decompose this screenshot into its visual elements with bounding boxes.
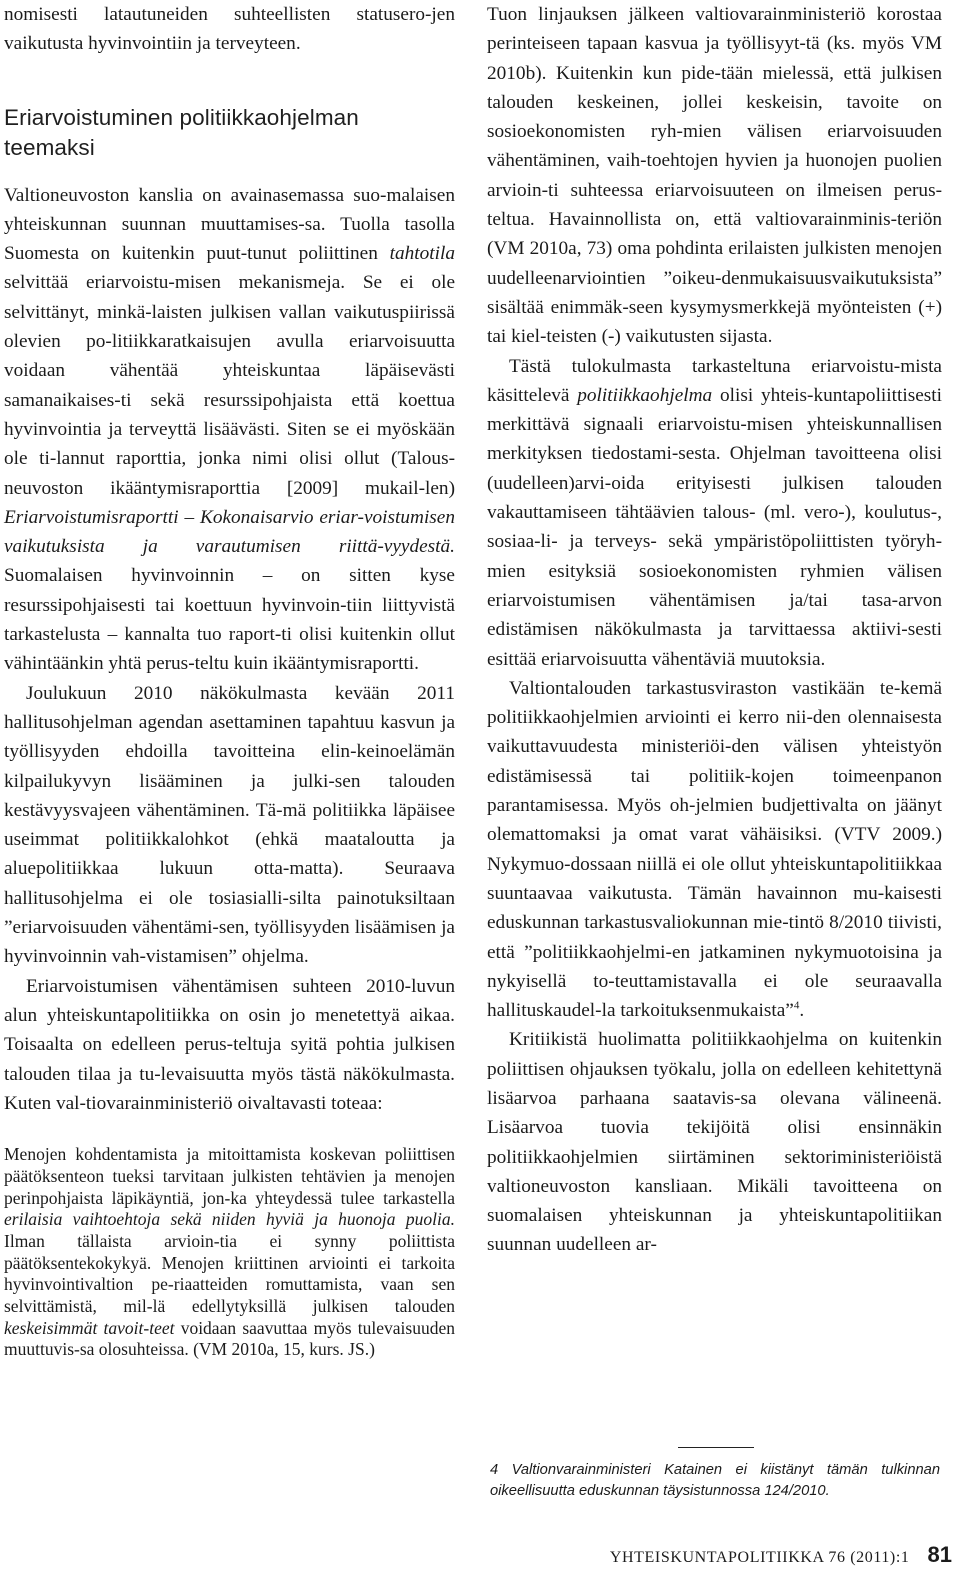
italic-run: keskeisimmät tavoit-teet <box>4 1317 175 1338</box>
left-column <box>4 0 455 1361</box>
paragraph <box>487 674 942 1026</box>
text-run: Ilman tällaista arvioin-tia ei synny poliittista päätöksentekokykyä. Menojen kriittinen arviointi ei tarkoita hyvinvointivaltion pe-riaatteiden romuttamista, vaan sen selvittämistä, mil-lä edellytyksillä julkisen talouden <box>4 1230 455 1317</box>
text-run: Tästä tulokulmasta tarkasteltuna eriarvoistu-mista käsittelevä <box>487 355 942 406</box>
right-column <box>487 0 942 1260</box>
text-run: olisi yhteis-kuntapoliittisesti merkittävä signaali eriarvoistu-misen yhteiskunnallisen merkityksen tiedostami-sesta. Ohjelman tavoitteena olisi (uudelleen)arvi-oida erityisesti julkisen talouden vakauttamiseen tähtäävien talous- (ml. vero-), koulutus-, sosiaa-li- ja terveys- sekä ympäristöpoliittisten työryh-mien esityksiä sosioekonomisten ryhmien välisen eriarvoistumisen vähentämisen ja/tai tasa-arvon edistämisen näkökulmasta ja tarvittaessa aktiivi-sesti esittää eriarvoisuutta vähentäviä muutoksia. <box>487 384 942 670</box>
page-number: 81 <box>927 1542 952 1567</box>
footnote: 4 Valtionvarainministeri Katainen ei kiistänyt tämän tulkinnan oikeellisuutta eduskunnan täysistunnossa 124/2010. <box>490 1462 940 1499</box>
text-run: Suomalaisen hyvinvoinnin – on sitten kyse resurssipohjaisesti tai koettuun hyvinvoin-tiin liittyvistä tarkastelusta – kannalta tuo raport-ti olisi kuitenkin ollut vähintäänkin yhtä perus-teltu kuin ikääntymisraportti. <box>4 565 455 675</box>
paragraph <box>487 352 942 674</box>
text-run: Menojen kohdentamista ja mitoittamista koskevan poliittisen päätöksenteon tueksi tarvitaan julkisten tehtävien ja menojen perinpohjaista läpikäyntiä, jon-ka yhteydessä tulee tarkastella <box>4 1144 455 1208</box>
paragraph <box>4 181 455 679</box>
text-run: Valtioneuvoston kanslia on avainasemassa suo-malaisen yhteiskunnan suunnan muuttamises-sa. Tuolla tasolla Suomesta on kuitenkin puut-tunut poliittinen <box>4 184 455 265</box>
italic-run: erilaisia vaihtoehtoja sekä niiden hyviä ja huonoja puolia. <box>4 1209 455 1230</box>
paragraph: Eriarvoistumisen vähentämisen suhteen 2010-luvun alun yhteiskuntapolitiikka on osin jo menetettyä aikaa. Toisaalta on edelleen perus-teltuja syitä pohtia julkisen talouden tilaa ja tu-levaisuutta myös tästä näkökulmasta. Kuten val-tiovarainministeriö oivaltavasti toteaa: <box>4 975 455 1114</box>
page-footer <box>610 1542 952 1568</box>
block-quote <box>4 1144 455 1361</box>
text-run: selvittää eriarvoistu-misen mekanismeja. Se ei ole selvittänyt, minkä-laisten julkisen vallan vaikutuspiirissä olevien po-litiikkaratkaisujen avulla eriarvoisuutta voidaan vähentää yhteiskuntaa läpäisevästi samanaikaises-ti sekä resurssipohjaista että koettua hyvinvointia ja terveyttä lisäävästi. Siten se ei myöskään ole ti-lannut raporttia, jonka nimi olisi ollut (Talous-neuvoston ikääntymisraporttia [2009] mukail-len) <box>4 272 455 499</box>
italic-run: politiikkaohjelma <box>577 384 713 406</box>
text-run: Valtiontalouden tarkastusviraston vastikään te-kemä politiikkaohjelmien arviointi ei kerro nii-den olennaisesta vaikuttavuudesta ministeriöi-den välisen yhteistyön edistämisessä tai politiik-kojen toimeenpanon parantamisessa. Myös oh-jelmien budjettivalta on jäänyt olemattomaksi ja omat varat vähäisiksi. (VTV 2009.) Nykymuo-dossaan niillä ei ole ollut yhteiskuntapolitiikkaa suuntaavaa vaikutusta. Tämän havainnon mu-kaisesti eduskunnan tarkastusvaliokunnan mie-tintö 8/2010 tiivisti, että ”politiikkaohjelmi-en jatkaminen nykymuotoisina ja nykyisellä to-teuttamistavalla ei ole seuraavalla hallituskaudel-la tarkoituksenmukaista” <box>487 677 942 1022</box>
paragraph: nomisesti latautuneiden suhteellisten statusero-jen vaikutusta hyvinvointiin ja terveyteen. <box>4 4 455 55</box>
text-run: voidaan saavuttaa myös tulevaisuuden muuttuvis-sa olosuhteissa. (VM 2010a, 15, kurs. JS.) <box>4 1317 455 1360</box>
footnote-divider <box>678 1447 754 1448</box>
journal-name: YHTEISKUNTAPOLITIIKKA 76 (2011):1 <box>609 1549 910 1566</box>
italic-run: Eriarvoistumisraportti – Kokonaisarvio eriar-voistumisen vaikutuksista ja varautumisen riittä-vyydestä. <box>4 506 455 558</box>
footnote-marker: 4 <box>793 999 800 1012</box>
italic-run: tahtotila <box>389 243 455 265</box>
text-run: . <box>799 1000 805 1022</box>
section-heading: Eriarvoistuminen politiikkaohjelman teemaksi <box>4 104 359 160</box>
paragraph: Tuon linjauksen jälkeen valtiovarainministeriö korostaa perinteiseen tapaan kasvua ja työllisyyt-tä (ks. myös VM 2010b). Kuitenkin kun pide-tään mielessä, että julkisen talouden keskeinen, jollei keskeisin, tavoite on sosioekonomisten ryh-mien välisen eriarvoisuuden vähentäminen, vaih-toehtojen hyvien ja huonojen puolien arvioin-ti suhteessa eriarvoisuuteen on ilmeisen perus-teltua. Havainnollista on, että valtiovarainminis-teriön (VM 2010a, 73) oma pohdinta erilaisten julkisten menojen uudelleenarviointien ”oikeu-denmukaisuusvaikutuksista” sisältää enimmäk-seen kysymysmerkkejä myönteisten (+) tai kiel-teisten (-) vaikutusten sijasta. <box>487 4 942 348</box>
paragraph: Joulukuun 2010 näkökulmasta kevään 2011 hallitusohjelman agendan asettaminen tapahtuu kasvun ja työllisyyden ehdoilla tavoitteina elin-keinoelämän kilpailukyvyn lisääminen ja julki-sen talouden kestävyysvajeen vähentäminen. Tä-mä politiikka läpäisee useimmat politiikkalohkot (ehkä maataloutta ja aluepolitiikkaa lukuun otta-matta). Seuraava hallitusohjelma ei ole tosiasialli-silta painotuksiltaan ”eriarvoisuuden vähentämi-sen, työllisyyden lisäämisen ja hyvinvoinnin vah-vistamisen” ohjelma. <box>4 682 455 968</box>
paragraph: Kritiikistä huolimatta politiikkaohjelma on kuitenkin poliittisen ohjauksen työkalu, jolla on edelleen kehitettynä lisäarvoa parhaana saatavis-sa olevana välineenä. Lisäarvoa tuovia tekijöitä olisi ensinnäkin politiikkaohjelmien siirtäminen sektoriministeriöistä valtioneuvoston kansliaan. Mikäli tavoitteena on suomalaisen yhteiskunnan ja yhteiskuntapolitiikan suunnan uudelleen ar- <box>487 1029 942 1256</box>
